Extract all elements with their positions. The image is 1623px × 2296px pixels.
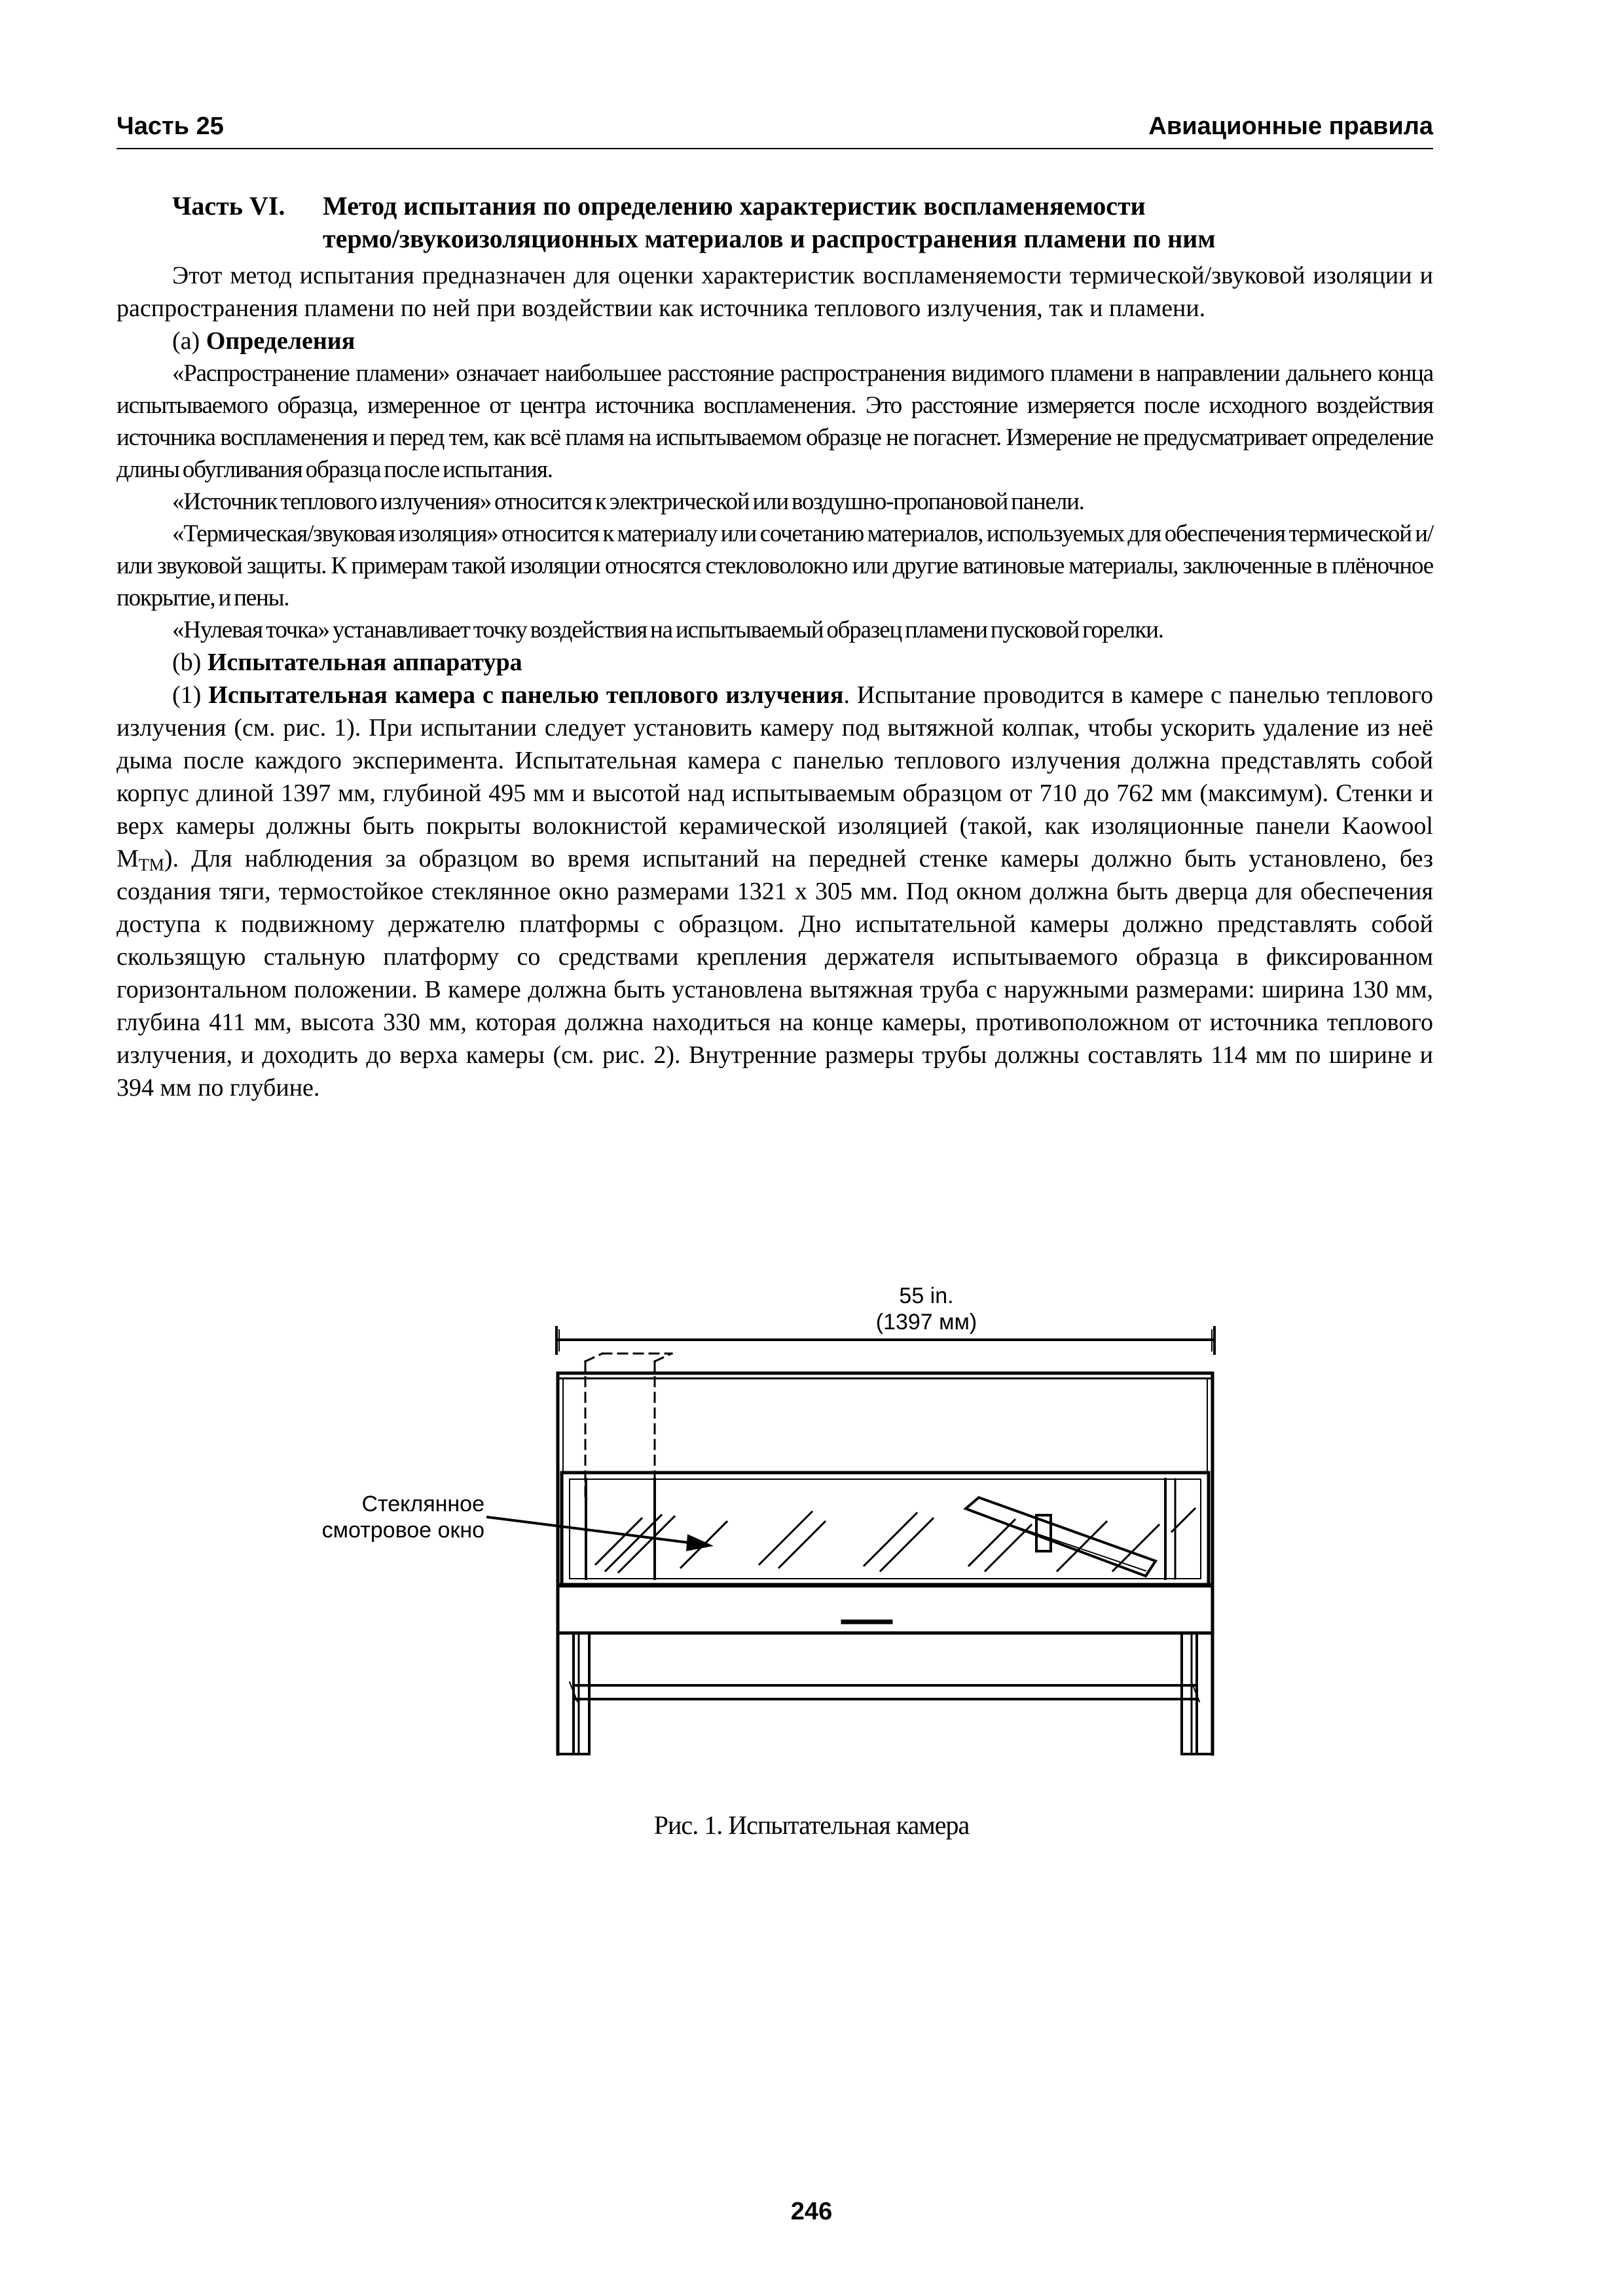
apparatus-item-prefix: (1) bbox=[172, 681, 202, 709]
dimension-mm: (1397 мм) bbox=[875, 1310, 977, 1335]
part-title-line-1: Метод испытания по определению характеристик воспламеняемости bbox=[323, 191, 1146, 221]
definitions-block bbox=[117, 357, 1433, 646]
section-b-heading bbox=[117, 646, 1433, 679]
part-title-line-2: термо/звукоизоляционных материалов и распространения пламени по ним bbox=[323, 224, 1216, 253]
apparatus-text-part-1: . Испытание проводится в камере с панелью теплового излучения (см. рис. 1). При испытании следует установить камеру под вытяжной колпак, чтобы ускорить удаление из неё дыма после каждого эксперимента. Испытательная камера с панелью теплового излучения должна представлять собой корпус длиной 1397 мм, глубиной 495 мм и высотой над испытываемым образцом от 710 до 762 мм (максимум). Стенки и верх камеры должны быть покрыты волокнистой керамической изоляцией (такой, как изоляционные панели Kaowool M bbox=[117, 681, 1433, 872]
glass-window bbox=[562, 1473, 1209, 1585]
section-b-prefix: (b) bbox=[172, 649, 202, 676]
running-header-left: Часть 25 bbox=[117, 113, 224, 140]
apparatus-paragraph bbox=[117, 679, 1433, 1104]
apparatus-item-heading: Испытательная камера с панелью теплового излучения bbox=[208, 681, 844, 709]
window-label-line-1: Стеклянное bbox=[361, 1492, 484, 1516]
chamber-drawing bbox=[262, 1283, 1309, 1793]
section-a-prefix: (a) bbox=[172, 327, 200, 355]
exhaust-stack-outline bbox=[585, 1354, 672, 1499]
section-a-heading bbox=[117, 325, 1433, 357]
window-leader-arrow bbox=[488, 1517, 714, 1551]
section-a-title: Определения bbox=[206, 327, 356, 355]
running-header-right: Авиационные правила bbox=[1148, 113, 1433, 140]
figure-test-chamber bbox=[262, 1283, 1309, 1793]
definition-radiant-source: «Источник теплового излучения» относится к электрической или воздушно-пропановой панели. bbox=[172, 488, 1084, 515]
part-title bbox=[172, 190, 1433, 255]
definition-flame-spread: «Распространение пламени» означает наибольшее расстояние распространения видимого пламени в направлении дальнего конца испытываемого образца, измеренное от центра источника воспламенения. Это расстояние измеряется после исходного воздействия источника воспламенения и перед тем, как всё пламя на испытываемом образце не погаснет. Измерение не предусматривает определение длины обугливания образца после испытания. bbox=[117, 360, 1433, 483]
radiant-panel bbox=[966, 1498, 1156, 1576]
glass-hatching bbox=[596, 1509, 1195, 1572]
header-rule bbox=[117, 148, 1433, 149]
intro-paragraph: Этот метод испытания предназначен для оценки характеристик воспламеняемости термической/звуковой изоляции и распространения пламени по ней при воздействии как источника теплового излучения, так и пламени. bbox=[117, 262, 1433, 322]
window-label-line-2: смотровое окно bbox=[321, 1518, 484, 1543]
apparatus-text-part-2: ). Для наблюдения за образцом во время испытаний на передней стенке камеры должно быть установлено, без создания тяги, термостойкое стеклянное окно размерами 1321 x 305 мм. Под окном должна быть дверца для обеспечения доступа к подвижному держателю платформы с образцом. Дно испытательной камеры должно представлять собой скользящую стальную платформу со средствами крепления держателя испытываемого образца в фиксированном горизонтальном положении. В камере должна быть установлена вытяжная труба с наружными размерами: ширина 130 мм, глубина 411 мм, высота 330 мм, которая должна находиться на конце камеры, противоположном от источника теплового излучения, и доходить до верха камеры (см. рис. 2). Внутренние размеры трубы должны составлять 114 мм по ширине и 394 мм по глубине. bbox=[117, 845, 1433, 1102]
page-number: 246 bbox=[790, 2198, 833, 2225]
definition-insulation: «Термическая/звуковая изоляция» относится к материалу или сочетанию материалов, используемых для обеспечения термической и/или звуковой защиты. К примерам такой изоляции относятся стекловолокно или другие ватиновые материалы, заключенные в плёночное покрытие, и пены. bbox=[117, 520, 1433, 611]
trademark-subscript: TM bbox=[138, 855, 164, 874]
definition-zero-point: «Нулевая точка» устанавливает точку воздействия на испытываемый образец пламени пусковой горелки. bbox=[172, 617, 1163, 643]
dimension-inches: 55 in. bbox=[899, 1283, 954, 1308]
figure-caption: Рис. 1. Испытательная камера bbox=[653, 1810, 970, 1840]
document-body bbox=[117, 190, 1433, 1104]
section-b-title: Испытательная аппаратура bbox=[207, 649, 522, 676]
chamber-stand bbox=[558, 1633, 1213, 1754]
part-title-text bbox=[323, 190, 1433, 255]
part-number: Часть VI. bbox=[172, 191, 285, 221]
